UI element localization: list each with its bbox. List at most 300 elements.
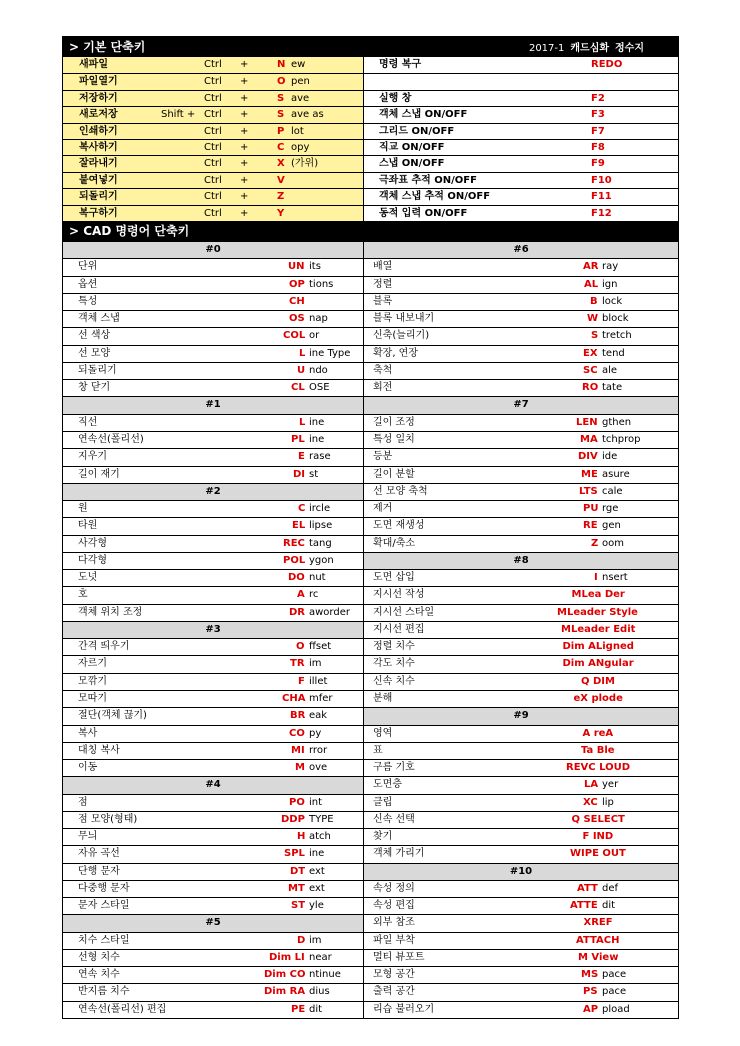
command-shortcut: Dim ANgular <box>562 658 634 670</box>
command-name: 되돌리기 <box>78 364 117 376</box>
ctrl-key: Ctrl <box>204 207 222 219</box>
command-shortcut: eX plode <box>573 692 623 704</box>
command-name: 자르기 <box>78 658 107 670</box>
cad-left-cell <box>63 363 364 379</box>
command-name: 객체 위치 조정 <box>78 606 143 618</box>
command-shortcut: E <box>298 451 305 463</box>
ctrl-key: Ctrl <box>204 174 222 186</box>
command-name: 모깎기 <box>78 675 107 687</box>
basic-row <box>63 123 678 139</box>
cad-row <box>63 586 678 603</box>
command-shortcut: MLea Der <box>571 589 625 601</box>
command-shortcut: SPL <box>284 848 305 860</box>
command-name: 신축(늘리기) <box>373 330 430 342</box>
command-name: 파일 부착 <box>373 934 415 946</box>
command-rest: ign <box>602 278 618 290</box>
cad-right-cell <box>364 743 678 759</box>
cad-right-cell <box>364 674 678 690</box>
command-rest: asure <box>602 468 630 480</box>
ctrl-key: Ctrl <box>204 191 222 203</box>
key-rest: ew <box>291 59 306 70</box>
command-name: 연속선(폴리선) <box>78 433 144 445</box>
plus-sign: + <box>240 125 249 137</box>
shortcut-name: 복구하기 <box>79 207 118 219</box>
cad-left-cell <box>63 760 364 776</box>
cad-row <box>63 500 678 517</box>
cad-row <box>63 673 678 690</box>
command-shortcut: PS <box>583 986 598 998</box>
plus-sign: + <box>240 59 249 70</box>
cad-row <box>63 1001 678 1018</box>
cad-row <box>63 966 678 983</box>
command-name: 특성 일치 <box>373 433 415 445</box>
cad-right-cell <box>364 846 678 862</box>
shift-key: Shift + <box>161 109 196 121</box>
shortcut-key: S <box>277 92 285 104</box>
cad-row <box>63 396 678 413</box>
cad-row <box>63 725 678 742</box>
cad-left-cell <box>63 881 364 897</box>
basic-row <box>63 155 678 171</box>
cad-shortcuts-header <box>63 221 678 241</box>
shortcut-name: 저장하기 <box>79 92 118 104</box>
cad-left-cell <box>63 605 364 621</box>
command-shortcut: REVC LOUD <box>566 762 631 774</box>
command-shortcut: AL <box>584 278 599 290</box>
key-rest: pen <box>291 76 310 88</box>
command-rest: ext <box>309 865 325 877</box>
cad-right-cell <box>364 881 678 897</box>
cad-left-cell <box>63 846 364 862</box>
cad-row <box>63 949 678 966</box>
command-shortcut: F IND <box>582 831 614 843</box>
command-name: 옵션 <box>78 278 98 290</box>
command-rest: TYPE <box>309 813 334 825</box>
cad-left-cell <box>63 864 364 880</box>
cad-right-cell <box>364 777 678 793</box>
basic-row <box>63 90 678 106</box>
command-rest: tions <box>309 278 334 290</box>
command-shortcut: F <box>298 675 305 687</box>
cad-left-cell <box>63 656 364 672</box>
command-rest: int <box>309 796 323 808</box>
command-rest: ine <box>309 433 325 445</box>
cad-row <box>63 983 678 1000</box>
cad-right-cell <box>364 1002 678 1018</box>
command-name: 문자 스타일 <box>78 900 130 912</box>
command-shortcut: DI <box>293 468 306 480</box>
cad-row <box>63 742 678 759</box>
cad-right-cell <box>364 933 678 949</box>
command-rest: lock <box>602 295 623 307</box>
cad-shortcuts-table <box>63 241 678 1018</box>
command-shortcut: DIV <box>578 451 598 463</box>
author-label: 정수지 <box>615 43 644 54</box>
command-name: 리습 불러오기 <box>373 1003 435 1015</box>
command-rest: dit <box>602 900 616 912</box>
command-shortcut: XREF <box>583 917 613 929</box>
command-name: 연속 치수 <box>78 969 120 981</box>
basic-right-cell <box>364 91 678 106</box>
function-key: F8 <box>591 142 605 154</box>
cad-row <box>63 293 678 310</box>
command-name: 정렬 <box>373 278 393 290</box>
plus-sign: + <box>240 207 249 219</box>
command-shortcut: L <box>299 416 306 428</box>
cad-row <box>63 759 678 776</box>
basic-left-cell <box>63 206 364 221</box>
cad-row <box>63 327 678 344</box>
cad-right-cell <box>364 570 678 586</box>
shortcut-name: 인쇄하기 <box>79 125 118 137</box>
command-shortcut: ATTACH <box>576 934 620 946</box>
command-name: 다각형 <box>78 554 107 566</box>
cad-right-cell <box>364 277 678 293</box>
cad-right-cell <box>364 656 678 672</box>
command-rest: st <box>309 468 319 480</box>
cad-right-cell <box>364 380 678 396</box>
cad-left-cell <box>63 984 364 1000</box>
cad-left-cell <box>63 277 364 293</box>
cad-left-cell <box>63 501 364 517</box>
plus-sign: + <box>240 76 249 88</box>
command-name: 도면층 <box>373 779 402 791</box>
command-shortcut: Q SELECT <box>571 813 625 825</box>
cad-row <box>63 310 678 327</box>
command-name: 반지름 치수 <box>78 986 130 998</box>
section-label: #6 <box>364 242 678 258</box>
key-rest: lot <box>291 125 304 137</box>
command-shortcut: OP <box>289 278 305 290</box>
command-rest: atch <box>309 831 331 843</box>
cad-row <box>63 897 678 914</box>
command-shortcut: Dim RA <box>264 986 306 998</box>
cad-row <box>63 811 678 828</box>
cad-right-cell <box>364 587 678 603</box>
command-shortcut: MT <box>288 882 305 894</box>
command-rest: im <box>309 658 322 670</box>
cad-right-cell <box>364 795 678 811</box>
command-name: 각도 치수 <box>373 658 415 670</box>
function-key: F7 <box>591 125 605 137</box>
command-name: 지시선 편집 <box>373 623 425 635</box>
cad-row <box>63 655 678 672</box>
command-rest: ale <box>602 364 618 376</box>
plus-sign: + <box>240 142 249 154</box>
basic-left-cell <box>63 140 364 155</box>
shortcut-key: S <box>277 109 285 121</box>
basic-row <box>63 205 678 221</box>
command-name: 멀티 뷰포트 <box>373 951 425 963</box>
command-shortcut: M View <box>578 951 619 963</box>
command-shortcut: REC <box>283 537 305 549</box>
command-name: 지시선 스타일 <box>373 606 435 618</box>
command-rest: tretch <box>602 330 632 342</box>
command-shortcut: Dim CO <box>264 969 306 981</box>
basic-right-cell <box>364 189 678 204</box>
cad-left-cell <box>63 691 364 707</box>
command-shortcut: MLeader Edit <box>561 623 636 635</box>
command-name: 호 <box>78 589 88 601</box>
command-name: 구름 기호 <box>373 762 415 774</box>
cad-right-cell <box>364 829 678 845</box>
command-shortcut: MA <box>580 433 598 445</box>
basic-row <box>63 57 678 73</box>
command-name: 대칭 복사 <box>78 744 120 756</box>
command-rest: its <box>309 261 321 273</box>
cad-row <box>63 448 678 465</box>
basic-shortcuts-title: > 기본 단축키 <box>69 40 146 54</box>
ctrl-key: Ctrl <box>204 76 222 88</box>
cad-right-cell <box>364 259 678 275</box>
command-shortcut: CO <box>289 727 305 739</box>
course-label: 캐드심화 <box>570 43 610 54</box>
command-name: 외부 참조 <box>373 917 415 929</box>
command-shortcut: LEN <box>576 416 598 428</box>
cad-left-cell <box>63 967 364 983</box>
ctrl-key: Ctrl <box>204 158 222 170</box>
command-name: 속성 정의 <box>373 882 415 894</box>
command-rest: tend <box>602 347 625 359</box>
section-label: #5 <box>63 915 364 931</box>
cad-right-cell <box>364 328 678 344</box>
ctrl-key: Ctrl <box>204 59 222 70</box>
cad-left-cell <box>63 898 364 914</box>
cad-right-cell <box>364 432 678 448</box>
basic-right-cell <box>364 206 678 221</box>
basic-right-cell <box>364 124 678 139</box>
cad-row <box>63 794 678 811</box>
cad-right-cell <box>364 984 678 1000</box>
command-rest: dit <box>309 1003 323 1015</box>
command-rest: lipse <box>309 520 333 532</box>
plus-sign: + <box>240 191 249 203</box>
cad-right-cell <box>364 363 678 379</box>
command-shortcut: U <box>297 364 306 376</box>
command-shortcut: MS <box>581 969 599 981</box>
command-shortcut: ME <box>581 468 598 480</box>
command-rest: ray <box>602 261 619 273</box>
command-name: 선 색상 <box>78 330 111 342</box>
command-name: 모형 공간 <box>373 969 415 981</box>
command-name: 지우기 <box>78 451 107 463</box>
command-name: 이동 <box>78 762 98 774</box>
basic-right-cell <box>364 140 678 155</box>
command-shortcut: COL <box>283 330 306 342</box>
shortcut-key: P <box>277 125 285 137</box>
basic-left-cell <box>63 173 364 188</box>
command-name: 점 <box>78 796 88 808</box>
section-label: #1 <box>63 397 364 413</box>
command-name: 연속선(폴리선) 편집 <box>78 1003 167 1015</box>
key-rest: ave as <box>291 109 324 121</box>
command-rest: ircle <box>309 503 331 515</box>
basic-left-cell <box>63 189 364 204</box>
function-name: 극좌표 추적 ON/OFF <box>379 174 477 186</box>
command-shortcut: L <box>299 347 306 359</box>
command-shortcut: ATT <box>577 882 598 894</box>
cad-right-cell <box>364 639 678 655</box>
command-shortcut: EL <box>292 520 306 532</box>
function-name: 직교 ON/OFF <box>379 142 445 154</box>
command-shortcut: AR <box>583 261 599 273</box>
cad-left-cell <box>63 933 364 949</box>
cad-left-cell <box>63 432 364 448</box>
cad-left-cell <box>63 259 364 275</box>
command-name: 길이 분할 <box>373 468 415 480</box>
command-name: 축척 <box>373 364 393 376</box>
command-name: 속성 편집 <box>373 900 415 912</box>
function-name: 객체 스냅 ON/OFF <box>379 109 468 121</box>
command-name: 등분 <box>373 451 393 463</box>
section-label: #4 <box>63 777 364 793</box>
function-key: F10 <box>591 174 612 186</box>
basic-right-cell <box>364 107 678 122</box>
cad-left-cell <box>63 812 364 828</box>
command-shortcut: DDP <box>281 813 305 825</box>
command-name: 자유 곡선 <box>78 848 120 860</box>
basic-shortcuts-header <box>63 37 678 57</box>
cad-row <box>63 932 678 949</box>
basic-left-cell <box>63 74 364 89</box>
command-rest: OSE <box>309 382 330 394</box>
command-name: 신속 선택 <box>373 813 415 825</box>
basic-row <box>63 106 678 122</box>
command-shortcut: I <box>594 572 598 584</box>
ctrl-key: Ctrl <box>204 125 222 137</box>
command-shortcut: CH <box>289 295 305 307</box>
basic-right-cell <box>364 74 678 89</box>
command-name: 객체 스냅 <box>78 313 120 325</box>
command-shortcut: CL <box>291 382 305 394</box>
command-rest: gthen <box>602 416 632 428</box>
command-name: 단위 <box>78 261 98 273</box>
command-shortcut: POL <box>283 554 306 566</box>
command-rest: ffset <box>309 641 332 653</box>
command-rest: illet <box>309 675 328 687</box>
cad-left-cell <box>63 449 364 465</box>
command-name: 선형 치수 <box>78 951 120 963</box>
command-shortcut: MI <box>291 744 305 756</box>
shortcut-key: X <box>277 158 285 170</box>
cad-right-cell <box>364 622 678 638</box>
cad-right-cell <box>364 294 678 310</box>
cad-row <box>63 914 678 931</box>
command-rest: tate <box>602 382 623 394</box>
cad-left-cell <box>63 639 364 655</box>
cad-right-cell <box>364 311 678 327</box>
command-shortcut: TR <box>290 658 305 670</box>
command-shortcut: LA <box>584 779 599 791</box>
shortcut-key: C <box>277 142 285 154</box>
command-name: 길이 재기 <box>78 468 120 480</box>
command-name: 타원 <box>78 520 98 532</box>
command-rest: lip <box>602 796 614 808</box>
basic-left-cell <box>63 57 364 73</box>
cad-row <box>63 362 678 379</box>
cad-left-cell <box>63 708 364 724</box>
function-key: REDO <box>591 59 623 70</box>
command-name: 모따기 <box>78 692 107 704</box>
basic-right-cell <box>364 156 678 171</box>
command-shortcut: O <box>296 641 305 653</box>
key-rest: (가위) <box>291 158 319 170</box>
command-name: 도면 삽입 <box>373 572 415 584</box>
command-shortcut: ATTE <box>570 900 598 912</box>
cad-right-cell <box>364 415 678 431</box>
shortcut-name: 파일열기 <box>79 76 118 88</box>
command-name: 회전 <box>373 382 393 394</box>
cad-right-cell <box>364 346 678 362</box>
command-shortcut: OS <box>289 313 305 325</box>
command-name: 치수 스타일 <box>78 934 130 946</box>
command-rest: ygon <box>309 554 334 566</box>
command-name: 영역 <box>373 727 393 739</box>
cad-left-cell <box>63 950 364 966</box>
shortcut-key: N <box>277 59 286 70</box>
basic-row <box>63 139 678 155</box>
command-rest: block <box>602 313 629 325</box>
command-name: 원 <box>78 503 88 515</box>
command-rest: def <box>602 882 619 894</box>
command-rest: dius <box>309 986 330 998</box>
command-rest: pace <box>602 986 627 998</box>
command-name: 정렬 치수 <box>373 641 415 653</box>
cad-left-cell <box>63 518 364 534</box>
command-shortcut: W <box>587 313 599 325</box>
command-rest: yle <box>309 900 324 912</box>
command-shortcut: UN <box>288 261 305 273</box>
command-rest: ndo <box>309 364 328 376</box>
shortcut-sheet <box>62 36 679 1019</box>
shortcut-name: 새로저장 <box>79 109 118 121</box>
cad-right-cell <box>364 812 678 828</box>
cad-right-cell <box>364 950 678 966</box>
cad-row <box>63 379 678 396</box>
cad-left-cell <box>63 311 364 327</box>
command-shortcut: Z <box>591 537 599 549</box>
command-name: 창 닫기 <box>78 382 111 394</box>
function-key: F9 <box>591 158 605 170</box>
function-name: 그리드 ON/OFF <box>379 125 455 137</box>
command-shortcut: PO <box>289 796 305 808</box>
command-rest: ine Type <box>309 347 351 359</box>
command-name: 표 <box>373 744 383 756</box>
cad-right-cell <box>364 467 678 483</box>
cad-right-cell <box>364 898 678 914</box>
cad-row <box>63 863 678 880</box>
command-rest: mfer <box>309 692 333 704</box>
function-name: 실행 창 <box>379 92 412 104</box>
cad-left-cell <box>63 346 364 362</box>
cad-left-cell <box>63 380 364 396</box>
cad-row <box>63 845 678 862</box>
command-shortcut: RE <box>583 520 598 532</box>
cad-left-cell <box>63 328 364 344</box>
basic-left-cell <box>63 156 364 171</box>
command-shortcut: A reA <box>582 727 614 739</box>
command-name: 선 모양 <box>78 347 111 359</box>
cad-left-cell <box>63 415 364 431</box>
function-key: F2 <box>591 92 605 104</box>
basic-left-cell <box>63 91 364 106</box>
command-shortcut: PE <box>291 1003 306 1015</box>
command-name: 길이 조정 <box>373 416 415 428</box>
command-rest: ine <box>309 416 325 428</box>
cad-right-cell <box>364 760 678 776</box>
cad-right-cell <box>364 536 678 552</box>
cad-row <box>63 707 678 724</box>
